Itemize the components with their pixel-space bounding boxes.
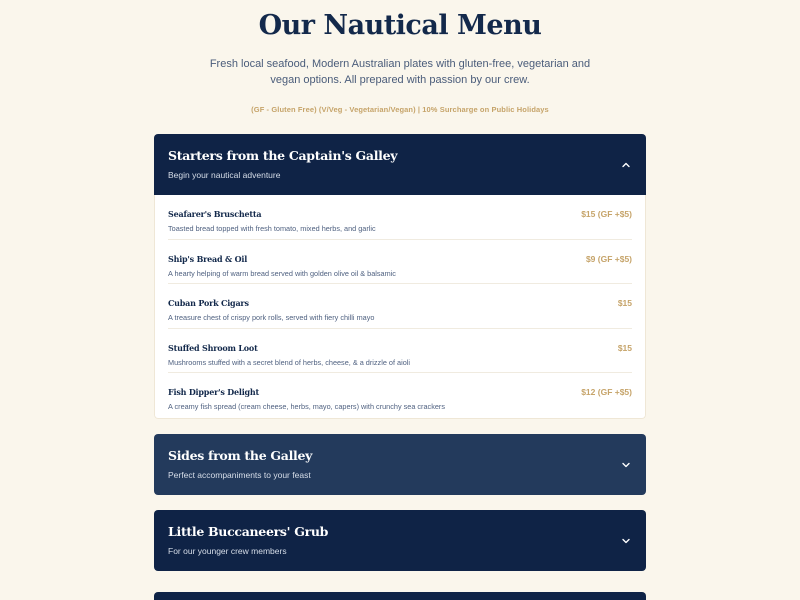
section-title: Little Buccaneers' Grub — [168, 523, 329, 539]
section-description: For our younger crew members — [168, 545, 287, 556]
item-description: A treasure chest of crispy pork rolls, served with fiery chilli mayo — [168, 313, 375, 323]
item-price: $12 (GF +$5) — [581, 387, 632, 398]
menu-item — [168, 284, 632, 329]
chevron-down-icon[interactable] — [620, 535, 632, 547]
menu-section-sides — [154, 434, 646, 495]
section-header-starters[interactable] — [154, 134, 646, 195]
section-title: Starters from the Captain's Galley — [168, 148, 398, 163]
item-name: Stuffed Shroom Loot — [168, 342, 258, 353]
item-price: $15 — [617, 298, 632, 309]
item-description: Toasted bread topped with fresh tomato, mixed herbs, and garlic — [168, 224, 376, 233]
item-price: $9 (GF +$5) — [585, 253, 632, 264]
item-price: $15 (GF +$5) — [581, 209, 632, 219]
menu-item — [168, 195, 632, 240]
menu-item — [168, 240, 632, 285]
hero — [0, 0, 800, 114]
item-name: Fish Dipper's Delight — [168, 387, 260, 398]
menu-section-kids — [154, 510, 646, 571]
section-items — [154, 195, 646, 419]
menu-item — [168, 329, 632, 374]
menu-item — [168, 373, 632, 418]
item-price: $15 — [617, 342, 632, 353]
menu-section-starters — [154, 134, 646, 419]
item-description: Mushrooms stuffed with a secret blend of herbs, cheese, & a drizzle of aioli — [168, 357, 411, 367]
menu-sections — [154, 134, 646, 586]
item-description: A hearty helping of warm bread served with golden olive oil & balsamic — [168, 268, 396, 278]
section-description: Begin your nautical adventure — [168, 170, 281, 180]
item-name: Seafarer's Bruschetta — [168, 209, 262, 219]
dietary-legend: (GF - Gluten Free) (V/Veg - Vegetarian/Vegan) | 10% Surcharge on Public Holidays — [251, 105, 549, 114]
chevron-down-icon[interactable] — [620, 459, 632, 471]
item-name: Ship's Bread & Oil — [168, 253, 248, 264]
section-description: Perfect accompaniments to your feast — [168, 469, 311, 480]
chevron-up-icon[interactable] — [620, 159, 632, 171]
item-description: A creamy fish spread (cream cheese, herbs, mayo, capers) with crunchy sea crackers — [168, 402, 445, 412]
section-header-kids[interactable] — [154, 510, 646, 571]
item-name: Cuban Pork Cigars — [168, 298, 249, 309]
section-header-sides[interactable] — [154, 434, 646, 495]
page-subtitle: Fresh local seafood, Modern Australian plates with gluten-free, vegetarian and vegan options. All prepared with passion by our crew. — [209, 58, 591, 86]
menu-section-next-header[interactable] — [154, 592, 646, 600]
section-title: Sides from the Galley — [168, 447, 313, 463]
page-title: Our Nautical Menu — [258, 10, 542, 41]
